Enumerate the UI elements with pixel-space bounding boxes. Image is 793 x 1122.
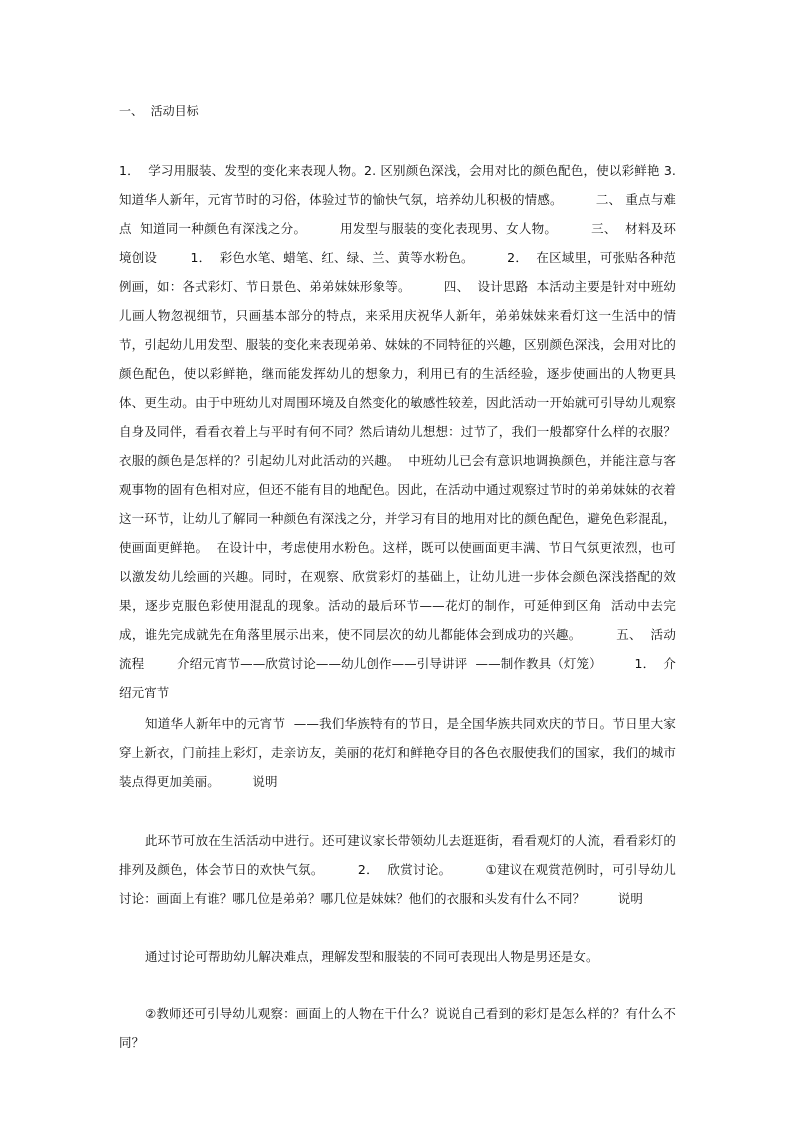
body-paragraph: 知道华人新年中的元宵节 ——我们华族特有的节日，是全国华族共同欢庆的节日。节日里大家穿上新衣，门前挂上彩灯，走亲访友，美丽的花灯和鲜艳夺目的各色衣服使我们的国家，我们的城市装点得更加美丽。 说明 [119,716,676,789]
body-paragraph: 此环节可放在生活活动中进行。还可建议家长带领幼儿去逛逛街，看看观灯的人流，看看彩灯的排列及颜色，体会节日的欢快气氛。 2． 欣赏讨论。 ①建议在观赏范例时，可引导幼儿讨论：画面上有谁？哪几位是弟弟？哪几位是妹妹？他们的衣服和头发有什么不同？ 说明 [119,833,676,906]
body-paragraph: 通过讨论可帮助幼儿解决难点，理解发型和服装的不同可表现出人物是男还是女。 [145,949,599,964]
body-paragraph: 1． 学习用服装、发型的变化来表现人物。2. 区别颜色深浅，会用对比的颜色配色，使以彩鲜艳 3. 知道华人新年，元宵节时的习俗，体验过节的愉快气氛，培养幼儿积极的情感。 二、 重点与难点 知道同一种颜色有深浅之分。 用发型与服装的变化表现男、女人物。 三、 材料及环境创设 1． 彩色水笔、蜡笔、红、绿、兰、黄等水粉色。 2． 在区域里，可张贴各种范例画，如：各式彩灯、节日景色、弟弟妹妹形象等。 四、 设计思路 本活动主要是针对中班幼儿画人物忽视细节，只画基本部分的特点，来采用庆祝华人新年，弟弟妹妹来看灯这一生活中的情节，引起幼儿用发型、服装的变化来表现弟弟、妹妹的不同特征的兴趣，区别颜色深浅，会用对比的颜色配色，使以彩鲜艳，继而能发挥幼儿的想象力，利用已有的生活经验，逐步使画出的人物更具体、更生动。由于中班幼儿对周围环境及自然变化的敏感性较差，因此活动一开始就可引导幼儿观察自身及同伴，看看衣着上与平时有何不同？然后请幼儿想想：过节了，我们一般都穿什么样的衣服？衣服的颜色是怎样的？引起幼儿对此活动的兴趣。 中班幼儿已会有意识地调换颜色，并能注意与客观事物的固有色相对应，但还不能有目的地配色。因此，在活动中通过观察过节时的弟弟妹妹的衣着这一环节，让幼儿了解同一种颜色有深浅之分，并学习有目的地用对比的颜色配色，避免色彩混乱，使画面更鲜艳。 在设计中，考虑使用水粉色。这样，既可以使画面更丰满、节日气氛更浓烈，也可以激发幼儿绘画的兴趣。同时，在观察、欣赏彩灯的基础上，让幼儿进一步体会颜色深浅搭配的效果，逐步克服色彩使用混乱的现象。活动的最后环节——花灯的制作，可延伸到区角 活动中去完成，谁先完成就先在角落里展示出来，使不同层次的幼儿都能体会到成功的兴趣。 五、 活动流程 介绍元宵节——欣赏讨论——幼儿创作——引导讲评 ——制作教具（灯笼） 1． 介绍元宵节 [119,163,685,700]
body-paragraph: ②教师还可引导幼儿观察：画面上的人物在干什么？说说自己看到的彩灯是怎么样的？有什么不同？ [119,1006,676,1050]
section-heading: 一、 活动目标 [119,104,199,118]
